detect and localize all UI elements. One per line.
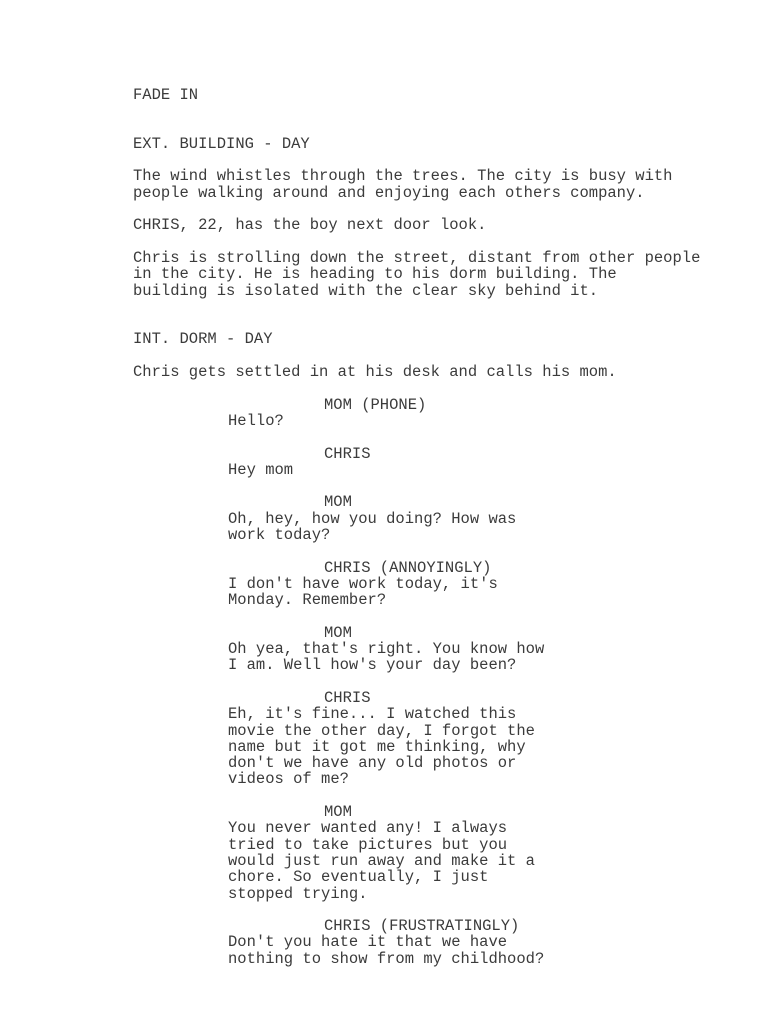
action-line: The wind whistles through the trees. The city is busy with [133,167,673,186]
scene-heading-block [133,331,733,347]
dialogue-line: chore. So eventually, I just [228,868,489,887]
dialogue-block [228,560,733,609]
character-cue: MOM [324,623,352,642]
action-block [133,217,733,233]
dialogue-line: work today? [228,526,331,545]
dialogue-line: Don't you hate it that we have [228,933,508,952]
dialogue-block [228,397,733,430]
character-cue: MOM (PHONE) [324,395,427,414]
action-line: people walking around and enjoying each others company. [133,183,645,202]
dialogue-line: Monday. Remember? [228,591,387,610]
dialogue-line: nothing to show from my childhood? [228,949,545,968]
dialogue-line: videos of me? [228,770,349,789]
dialogue-line: Hey mom [228,460,294,479]
dialogue-block [228,625,733,674]
action-line: Chris gets settled in at his desk and calls his mom. [133,363,617,382]
character-cue: CHRIS (FRUSTRATINGLY) [324,917,520,936]
scene-heading-text: EXT. BUILDING - DAY [133,134,310,153]
character-cue: CHRIS [324,688,371,707]
dialogue-line: movie the other day, I forgot the [228,721,535,740]
dialogue-line: I am. Well how's your day been? [228,656,517,675]
dialogue-line: tried to take pictures but you [228,835,508,854]
dialogue-block [228,918,733,967]
transition-text: FADE IN [133,86,199,104]
scene-heading-text: INT. DORM - DAY [133,330,273,349]
dialogue-line: Eh, it's fine... I watched this [228,705,517,724]
screenplay-content [133,87,733,967]
dialogue-line: name but it got me thinking, why [228,737,526,756]
action-block [133,364,733,380]
dialogue-block [228,494,733,543]
dialogue-line: You never wanted any! I always [228,819,508,838]
dialogue-line: Oh, hey, how you doing? How was [228,509,517,528]
dialogue-line: would just run away and make it a [228,851,535,870]
transition-block [133,87,733,103]
dialogue-line: stopped trying. [228,884,368,903]
dialogue-block [228,690,733,788]
dialogue-block [228,804,733,902]
action-line: CHRIS, 22, has the boy next door look. [133,216,487,235]
action-block [133,250,733,299]
scene-heading-block [133,136,733,152]
dialogue-line: Hello? [228,411,284,430]
character-cue: CHRIS [324,444,371,463]
character-cue: MOM [324,493,352,512]
action-line: Chris is strolling down the street, distant from other people [133,248,701,267]
character-cue: CHRIS (ANNOYINGLY) [324,558,492,577]
dialogue-line: I don't have work today, it's [228,574,498,593]
dialogue-line: Oh yea, that's right. You know how [228,640,545,659]
action-line: building is isolated with the clear sky behind it. [133,281,599,300]
action-block [133,168,733,201]
character-cue: MOM [324,803,352,822]
dialogue-block [228,446,733,479]
action-line: in the city. He is heading to his dorm building. The [133,265,617,284]
dialogue-line: don't we have any old photos or [228,754,517,773]
